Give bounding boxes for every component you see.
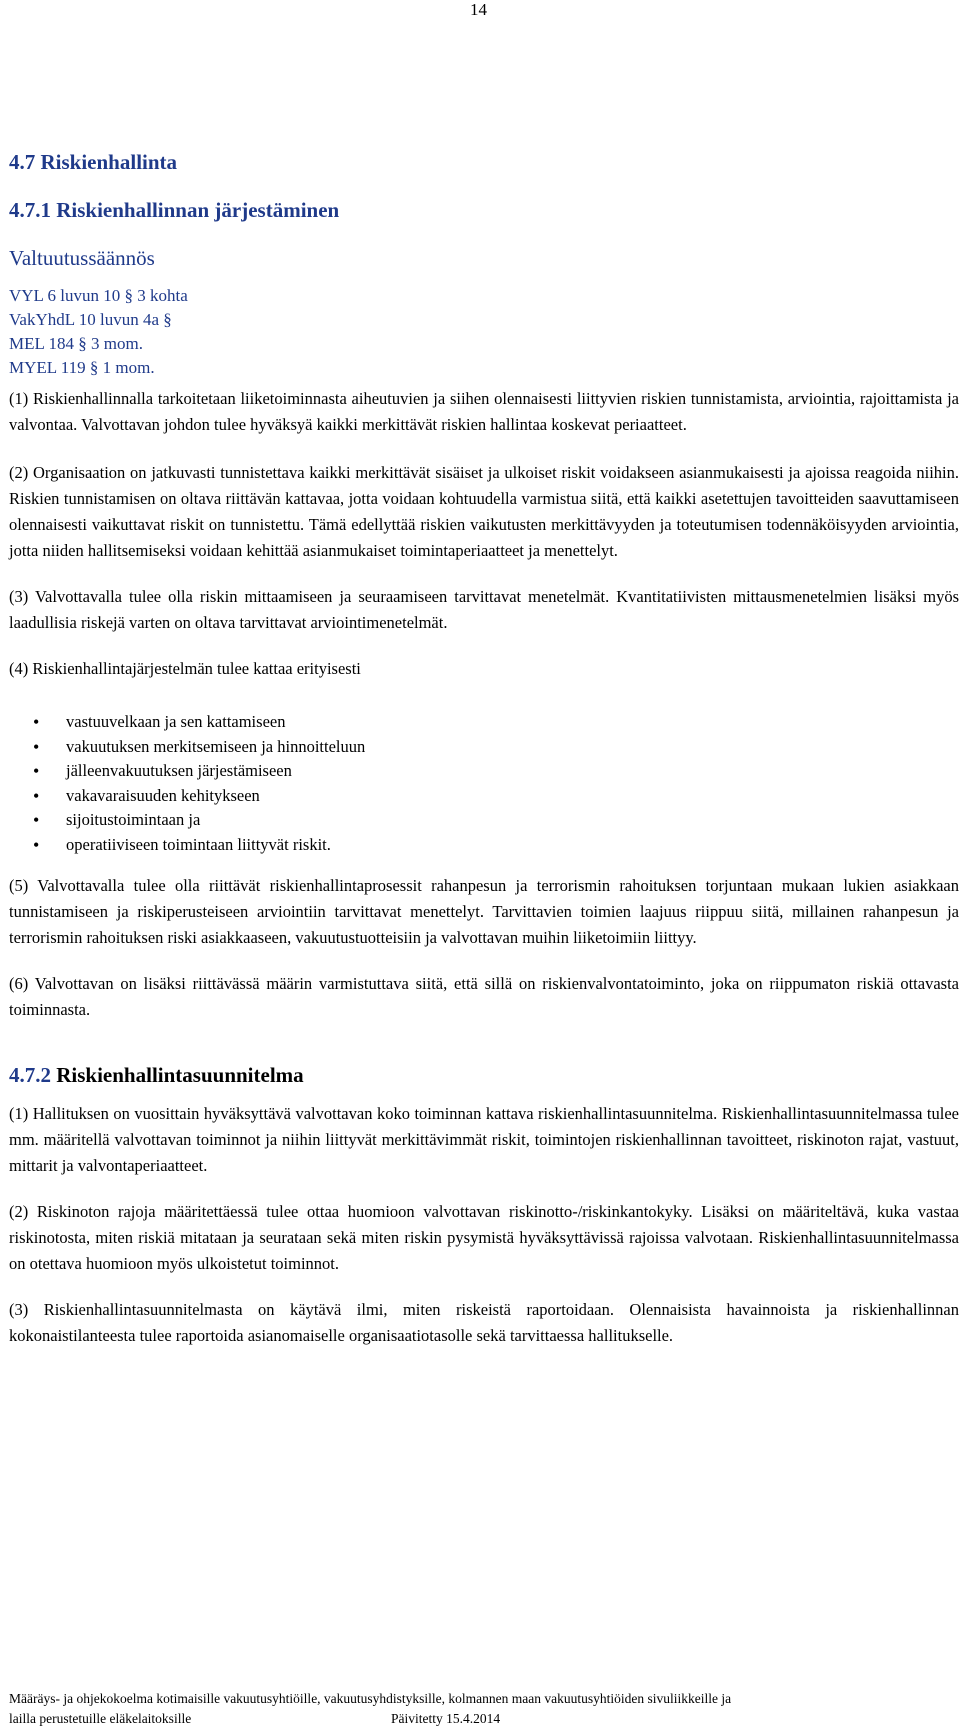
reference-item: VYL 6 luvun 10 § 3 kohta (9, 286, 188, 305)
reference-item: MEL 184 § 3 mom. (9, 334, 143, 353)
bullet-list (9, 710, 959, 857)
bullet-item: • jälleenvakuutuksen järjestämiseen (9, 759, 959, 784)
paragraph-3: (3) Valvottavalla tulee olla riskin mittaamiseen ja seuraamiseen tarvittavat menetelmät. Kvantitatiivisten mittausmenetelmien lisäksi myös laadullisia riskejä varten on oltava tarvittavat arviointimenetelmät. (9, 587, 959, 632)
heading-section: 4.7 Riskienhallinta (9, 150, 178, 174)
paragraph-1: (1) Riskienhallinnalla tarkoitetaan liiketoiminnasta aiheutuvien ja siihen olennaisesti liittyvien riskien tunnistamista, arviointia, rajoittamista ja valvontaa. Valvottavan johdon tulee hyväksyä kaikki merkittävät riskien hallintaa koskevat periaatteet. (9, 389, 959, 434)
paragraph-2-3: (3) Riskienhallintasuunnitelmasta on käytävä ilmi, miten riskeistä raportoidaan. Olennaisista havainnoista ja riskienhallinnan kokonaistilanteesta tulee raportoida asianomaiselle organisaatiotasolle sekä tarvittaessa hallitukselle. (9, 1300, 959, 1345)
reference-item: MYEL 119 § 1 mom. (9, 358, 155, 377)
bullet-item: • operatiiviseen toimintaan liittyvät riskit. (9, 833, 959, 858)
bullet-item: • vastuuvelkaan ja sen kattamiseen (9, 710, 959, 735)
bullet-item: • vakavaraisuuden kehitykseen (9, 784, 959, 809)
page-number: 14 (470, 0, 487, 19)
reference-list (9, 284, 959, 380)
paragraph-2: (2) Organisaation on jatkuvasti tunnistettava kaikki merkittävät sisäiset ja ulkoiset riskit voidakseen asianmukaisesti ja ajoissa reagoida niihin. Riskien tunnistamisen on oltava riittävän kattavaa, jotta voidaan kohtuudella varmistua siitä, että kaikki asetettujen tavoitteiden saavuttamiseen olennaisesti vaikuttavat riskit on tunnistettu. Tämä edellyttää riskien vaikutusten merkittävyyden ja toteutumisen todennäköisyyden arviointia, jotta niiden hallitsemiseksi voidaan kehittää asianmukaiset toimintaperiaatteet ja menettelyt. (9, 463, 959, 560)
footer-line-1: Määräys- ja ohjekokoelma kotimaisille vakuutusyhtiöille, vakuutusyhdistyksille, kolmannen maan vakuutusyhtiöiden sivuliikkeille ja (9, 1691, 732, 1706)
bullet-item: • sijoitustoimintaan ja (9, 808, 959, 833)
paragraph-6: (6) Valvottavan on lisäksi riittävässä määrin varmistuttava siitä, että sillä on riskienvalvontatoiminto, joka on riippumaton riskiä ottavasta toiminnasta. (9, 974, 959, 1019)
paragraph-2-2: (2) Riskinoton rajoja määritettäessä tulee ottaa huomioon valvottavan riskinotto-/riskinkantokyky. Lisäksi on määriteltävä, kuka vastaa riskinotosta, miten riskiä mitataan ja seurataan sekä miten riskin pysymistä hyväksyttävissä rajoissa valvotaan. Riskienhallintasuunnitelmassa on otettava huomioon myös ulkoistetut toiminnot. (9, 1202, 959, 1273)
heading-subsection: 4.7.1 Riskienhallinnan järjestäminen (9, 198, 340, 222)
heading-text: Riskienhallintasuunnitelma (56, 1063, 304, 1087)
footer-line-2: lailla perustetuille eläkelaitoksille (9, 1711, 192, 1726)
bullet-item: • vakuutuksen merkitsemiseen ja hinnoitteluun (9, 735, 959, 760)
heading-authority: Valtuutussäännös (9, 246, 155, 270)
page-footer (9, 1689, 959, 1729)
paragraph-4: (4) Riskienhallintajärjestelmän tulee kattaa erityisesti (9, 659, 361, 678)
heading-subsection-2 (9, 1063, 959, 1087)
document-body (9, 150, 959, 1349)
reference-item: VakYhdL 10 luvun 4a § (9, 310, 172, 329)
paragraph-2-1: (1) Hallituksen on vuosittain hyväksyttävä valvottavan koko toiminnan kattava riskienhallintasuunnitelma. Riskienhallintasuunnitelmassa tulee mm. määritellä valvottavan toiminnot ja niihin liittyvät merkittävimmät riskit, toimintojen riskienhallinnan tavoitteet, riskinoton rajat, vastuut, mittarit ja valvontaperiaatteet. (9, 1104, 959, 1175)
footer-updated: Päivitetty 15.4.2014 (391, 1711, 501, 1726)
heading-number: 4.7.2 (9, 1063, 51, 1087)
paragraph-5: (5) Valvottavalla tulee olla riittävät riskienhallintaprosessit rahanpesun ja terrorismin rahoituksen torjuntaan mukaan lukien asiakkaan tunnistamiseen ja riskiperusteiseen arviointiin tarvittavat menettelyt. Tarvittavien toimien laajuus riippuu siitä, millainen rahanpesun ja terrorismin rahoituksen riski asiakkaaseen, vakuutustuotteisiin ja valvottavan muihin liiketoimiin liittyy. (9, 876, 959, 947)
